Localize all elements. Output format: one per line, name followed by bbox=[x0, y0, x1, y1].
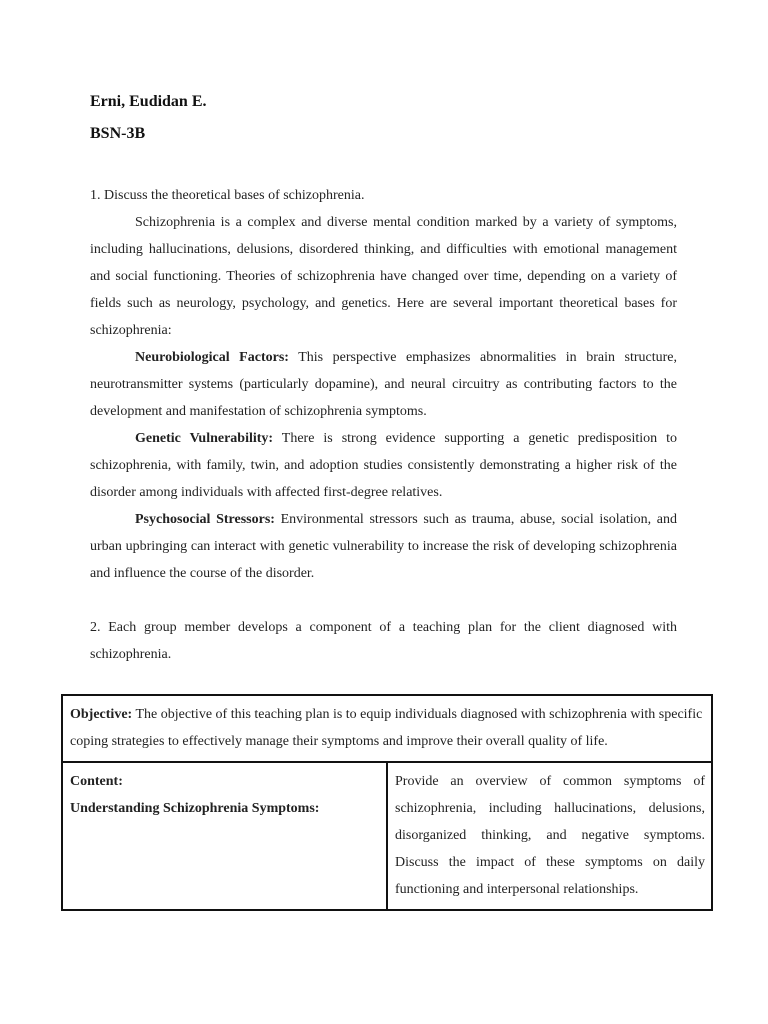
objective-cell bbox=[62, 695, 712, 762]
content-row bbox=[62, 762, 712, 910]
factor-text: Environmental stressors such as trauma, abuse, social isolation, and urban upbringing can interact with genetic vulnerability to increase the risk of developing schizophrenia and influence the course of the disorder. bbox=[90, 512, 677, 581]
question-2-prompt: 2. Each group member develops a component of a teaching plan for the client diagnosed with schizophrenia. bbox=[90, 620, 677, 662]
question-1-intro: Schizophrenia is a complex and diverse mental condition marked by a variety of symptoms, including hallucinations, delusions, disordered thinking, and difficulties with emotional management and social functioning. Theories of schizophrenia have changed over time, depending on a variety of fields such as neurology, psychology, and genetics. Here are several important theoretical bases for schizophrenia: bbox=[90, 215, 677, 338]
content-topic: Understanding Schizophrenia Symptoms: bbox=[70, 801, 320, 816]
objective-row bbox=[62, 695, 712, 762]
factor-paragraph-psychosocial bbox=[90, 506, 677, 587]
factor-text: There is strong evidence supporting a genetic predisposition to schizophrenia, with family, twin, and adoption studies consistently demonstrating a higher risk of the disorder among individuals with affected first-degree relatives. bbox=[90, 431, 677, 500]
objective-label: Objective: bbox=[70, 707, 133, 722]
content-label: Content: bbox=[70, 774, 123, 789]
author-name: Erni, Eudidan E. bbox=[90, 93, 207, 110]
factor-text: This perspective emphasizes abnormalities in brain structure, neurotransmitter systems (particularly dopamine), and neural circuitry as contributing factors to the development and manifestation of schizophrenia symptoms. bbox=[90, 350, 677, 419]
factor-paragraph-genetic bbox=[90, 425, 677, 506]
content-cell bbox=[62, 762, 387, 910]
factor-term: Genetic Vulnerability: bbox=[135, 431, 274, 446]
factor-term: Psychosocial Stressors: bbox=[135, 512, 275, 527]
paragraph-spacer bbox=[90, 587, 677, 614]
class-section: BSN-3B bbox=[90, 125, 146, 142]
content-description-cell bbox=[387, 762, 712, 910]
teaching-plan-table bbox=[61, 694, 713, 911]
question-1-prompt: 1. Discuss the theoretical bases of schizophrenia. bbox=[90, 188, 365, 203]
objective-text: The objective of this teaching plan is to equip individuals diagnosed with schizophrenia with specific coping strategies to effectively manage their symptoms and improve their overall quality of life. bbox=[70, 707, 703, 749]
factor-term: Neurobiological Factors: bbox=[135, 350, 289, 365]
content-description: Provide an overview of common symptoms of schizophrenia, including hallucinations, delusions, disorganized thinking, and negative symptoms. Discuss the impact of these symptoms on daily functioning and interpersonal relationships. bbox=[395, 774, 705, 897]
factor-paragraph-neurobiological bbox=[90, 344, 677, 425]
document-body bbox=[90, 182, 677, 668]
